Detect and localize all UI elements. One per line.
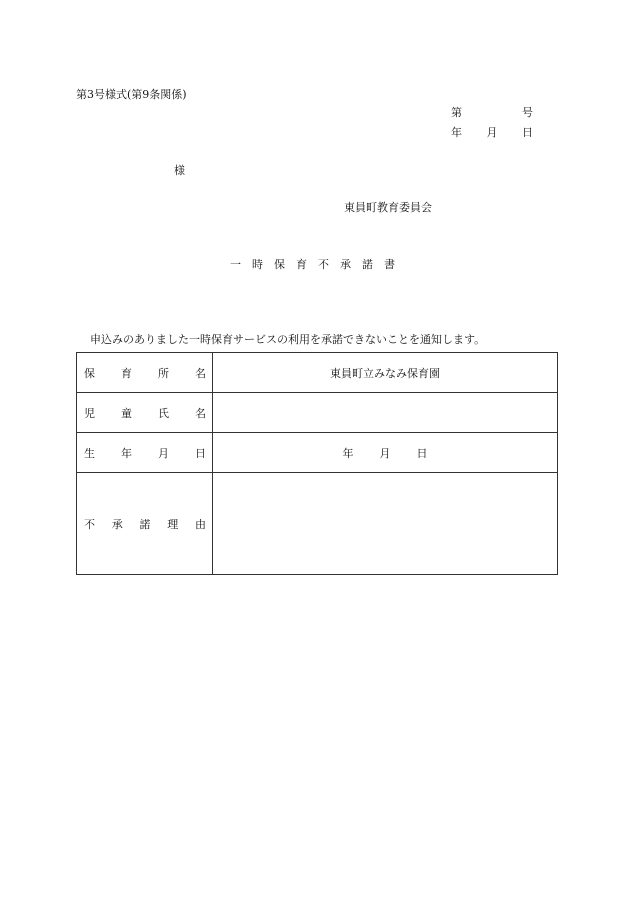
document-number-suffix: 号 [522,106,533,119]
child-name-value [213,393,558,433]
issue-date-day: 日 [522,126,533,139]
label-char: 由 [195,517,206,531]
rejection-reason-value [213,473,558,575]
label-char: 諾 [139,517,151,531]
label-char: 年 [121,446,132,460]
title-char: 不 [318,258,329,271]
birth-date-year: 年 [342,446,354,460]
label-char: 童 [121,406,132,420]
table-row [77,353,558,393]
nursery-name-value: 東員町立みなみ保育園 [213,353,558,393]
document-title [230,256,395,272]
document-number [451,104,533,120]
table-row [77,473,558,575]
title-char: 承 [340,258,351,271]
label-cell [77,473,213,575]
label-char: 氏 [158,406,169,420]
label-char: 名 [195,406,206,420]
issue-date-year: 年 [451,126,462,139]
label-cell [77,433,213,473]
birth-date-value [213,433,558,473]
title-char: 書 [384,258,395,271]
label-char: 生 [84,446,95,460]
title-char: 時 [252,258,263,271]
info-table [76,352,558,575]
notice-body-text: 申込みのありました一時保育サービスの利用を承諾できないことを通知します。 [90,333,486,346]
birth-date-month: 月 [379,446,391,460]
document-number-prefix: 第 [451,106,462,119]
label-char: 名 [195,366,206,380]
title-char: 育 [296,258,307,271]
form-number: 第3号様式(第9条関係) [76,88,187,101]
label-char: 保 [84,366,95,380]
label-char: 所 [158,366,169,380]
label-char: 月 [158,446,169,460]
table-row [77,393,558,433]
label-char: 育 [121,366,132,380]
birth-date-day: 日 [416,446,428,460]
label-cell [77,353,213,393]
issuer: 東員町教育委員会 [344,201,432,214]
title-char: 保 [274,258,285,271]
label-char: 承 [111,517,123,531]
issue-date [451,124,533,140]
table-row [77,433,558,473]
issue-date-month: 月 [486,126,498,139]
label-char: 日 [195,446,206,460]
label-char: 不 [84,517,95,531]
label-cell [77,393,213,433]
title-char: 一 [230,258,241,271]
label-char: 理 [167,517,179,531]
addressee: 様 [174,164,185,177]
title-char: 諾 [362,258,373,271]
label-char: 児 [84,406,95,420]
